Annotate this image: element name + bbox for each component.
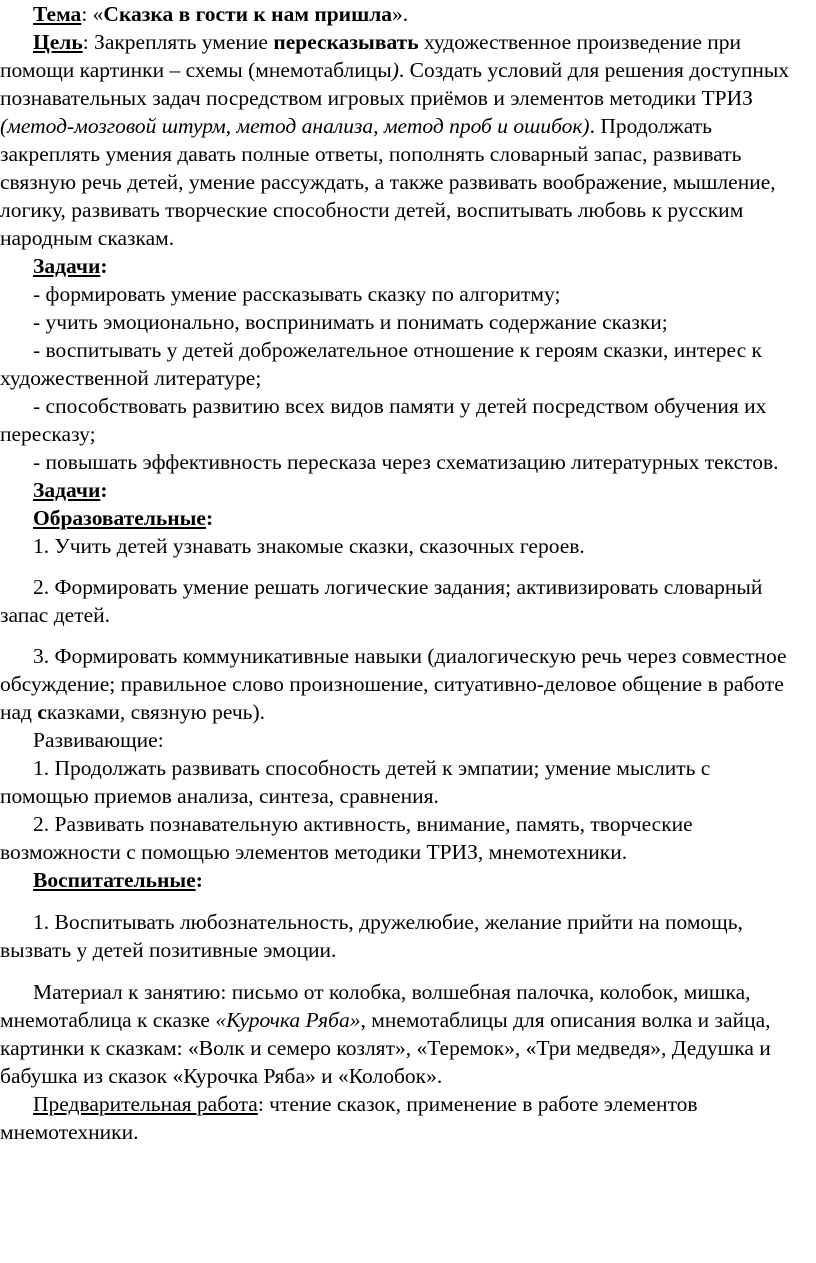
preliminary-work-label: Предварительная работа [33, 1092, 258, 1116]
tasks-label: Задачи [33, 254, 101, 278]
goal-text-2: художественное произведение при помощи картинки – схемы (мнемотаблицы [0, 30, 741, 82]
educational-item-3-end: казками, связную речь). [46, 700, 265, 724]
goal-paragraph [0, 28, 798, 196]
goal-paragraph-continued: логику, развивать творческие способности детей, воспитывать любовь к русским народным сказкам. [0, 198, 744, 250]
preliminary-work-paragraph [0, 1090, 798, 1146]
educational-item-3-text: 3. Формировать коммуникативные навыки (диалогическую речь через совместное обсуждение; правильное слово произношение, ситуативно-деловое общение в работе над [0, 644, 787, 724]
developing-item-1: 1. Продолжать развивать способность детей к эмпатии; умение мыслить с помощью приемов анализа, синтеза, сравнения. [0, 756, 711, 808]
task-item-2: - учить эмоционально, воспринимать и понимать содержание сказки; [33, 310, 668, 334]
educational-item-1: 1. Учить детей узнавать знакомые сказки, сказочных героев. [33, 534, 585, 558]
educational-item-2: 2. Формировать умение решать логические задания; активизировать словарный запас детей. [0, 575, 763, 627]
upbringing-item-1: 1. Воспитывать любознательность, дружелюбие, желание прийти на помощь, вызвать у детей позитивные эмоции. [0, 910, 743, 962]
goal-label: Цель [33, 30, 83, 54]
theme-title: Сказка в гости к нам пришла [103, 2, 393, 26]
tasks-colon-2: : [100, 478, 108, 502]
tasks-heading-2 [0, 476, 798, 504]
tasks-colon: : [100, 254, 108, 278]
material-paragraph [0, 978, 798, 1090]
educational-heading [0, 504, 798, 532]
goal-text-3: . Продолжать закреплять умения давать полные ответы, пополнять словарный запас, развивать связную речь детей, умение рассуждать, а также развивать воображение, мышление, [0, 114, 776, 194]
tasks-label-2: Задачи [33, 478, 101, 502]
upbringing-label: Воспитательные [33, 868, 196, 892]
theme-label: Тема [33, 2, 82, 26]
tasks-heading [0, 252, 798, 280]
task-item-1: - формировать умение рассказывать сказку по алгоритму; [33, 282, 561, 306]
upbringing-heading [0, 866, 798, 894]
task-item-4: - способствовать развитию всех видов памяти у детей посредством обучения их пересказу; [0, 394, 767, 446]
material-italic: «Курочка Ряба» [215, 1008, 361, 1032]
preliminary-work-text: : чтение сказок, применение в работе элементов мнемотехники. [0, 1092, 698, 1144]
goal-text-1: : Закреплять умение [82, 30, 274, 54]
educational-colon: : [205, 506, 214, 530]
developing-item-2: 2. Развивать познавательную активность, внимание, память, творческие возможности с помощью элементов методики ТРИЗ, мнемотехники. [0, 812, 693, 864]
educational-item-3-bold: с [37, 700, 47, 724]
goal-text-2-end: . Создать условий для решения доступных познавательных задач посредством игровых приёмов и элементов методики ТРИЗ [0, 58, 790, 110]
goal-text-2-italic: ) [391, 58, 399, 82]
theme-line [0, 0, 798, 28]
task-item-3: - воспитывать у детей доброжелательное отношение к героям сказки, интерес к художественной литературе; [0, 338, 762, 390]
task-item-5: - повышать эффективность пересказа через схематизацию литературных текстов. [33, 450, 779, 474]
material-text-1: Материал к занятию: письмо от колобка, волшебная палочка, колобок, мишка, мнемотаблица к сказке [0, 980, 751, 1032]
educational-label: Образовательные [33, 506, 206, 530]
goal-bold: пересказывать [273, 30, 419, 54]
educational-item-3 [0, 642, 798, 726]
goal-italic-methods: (метод-мозговой штурм, метод анализа, метод проб и ошибок) [0, 114, 590, 138]
upbringing-colon: : [195, 868, 203, 892]
theme-colon: : « [81, 2, 104, 26]
material-text-2: , мнемотаблицы для описания волка и зайца, картинки к сказкам: «Волк и семеро козлят», «Теремок», «Три медведя», Дедушка и бабушка из сказок «Курочка Ряба» и «Колобок». [0, 1008, 771, 1088]
developing-heading: Развивающие: [33, 728, 164, 752]
theme-close: ». [392, 2, 409, 26]
